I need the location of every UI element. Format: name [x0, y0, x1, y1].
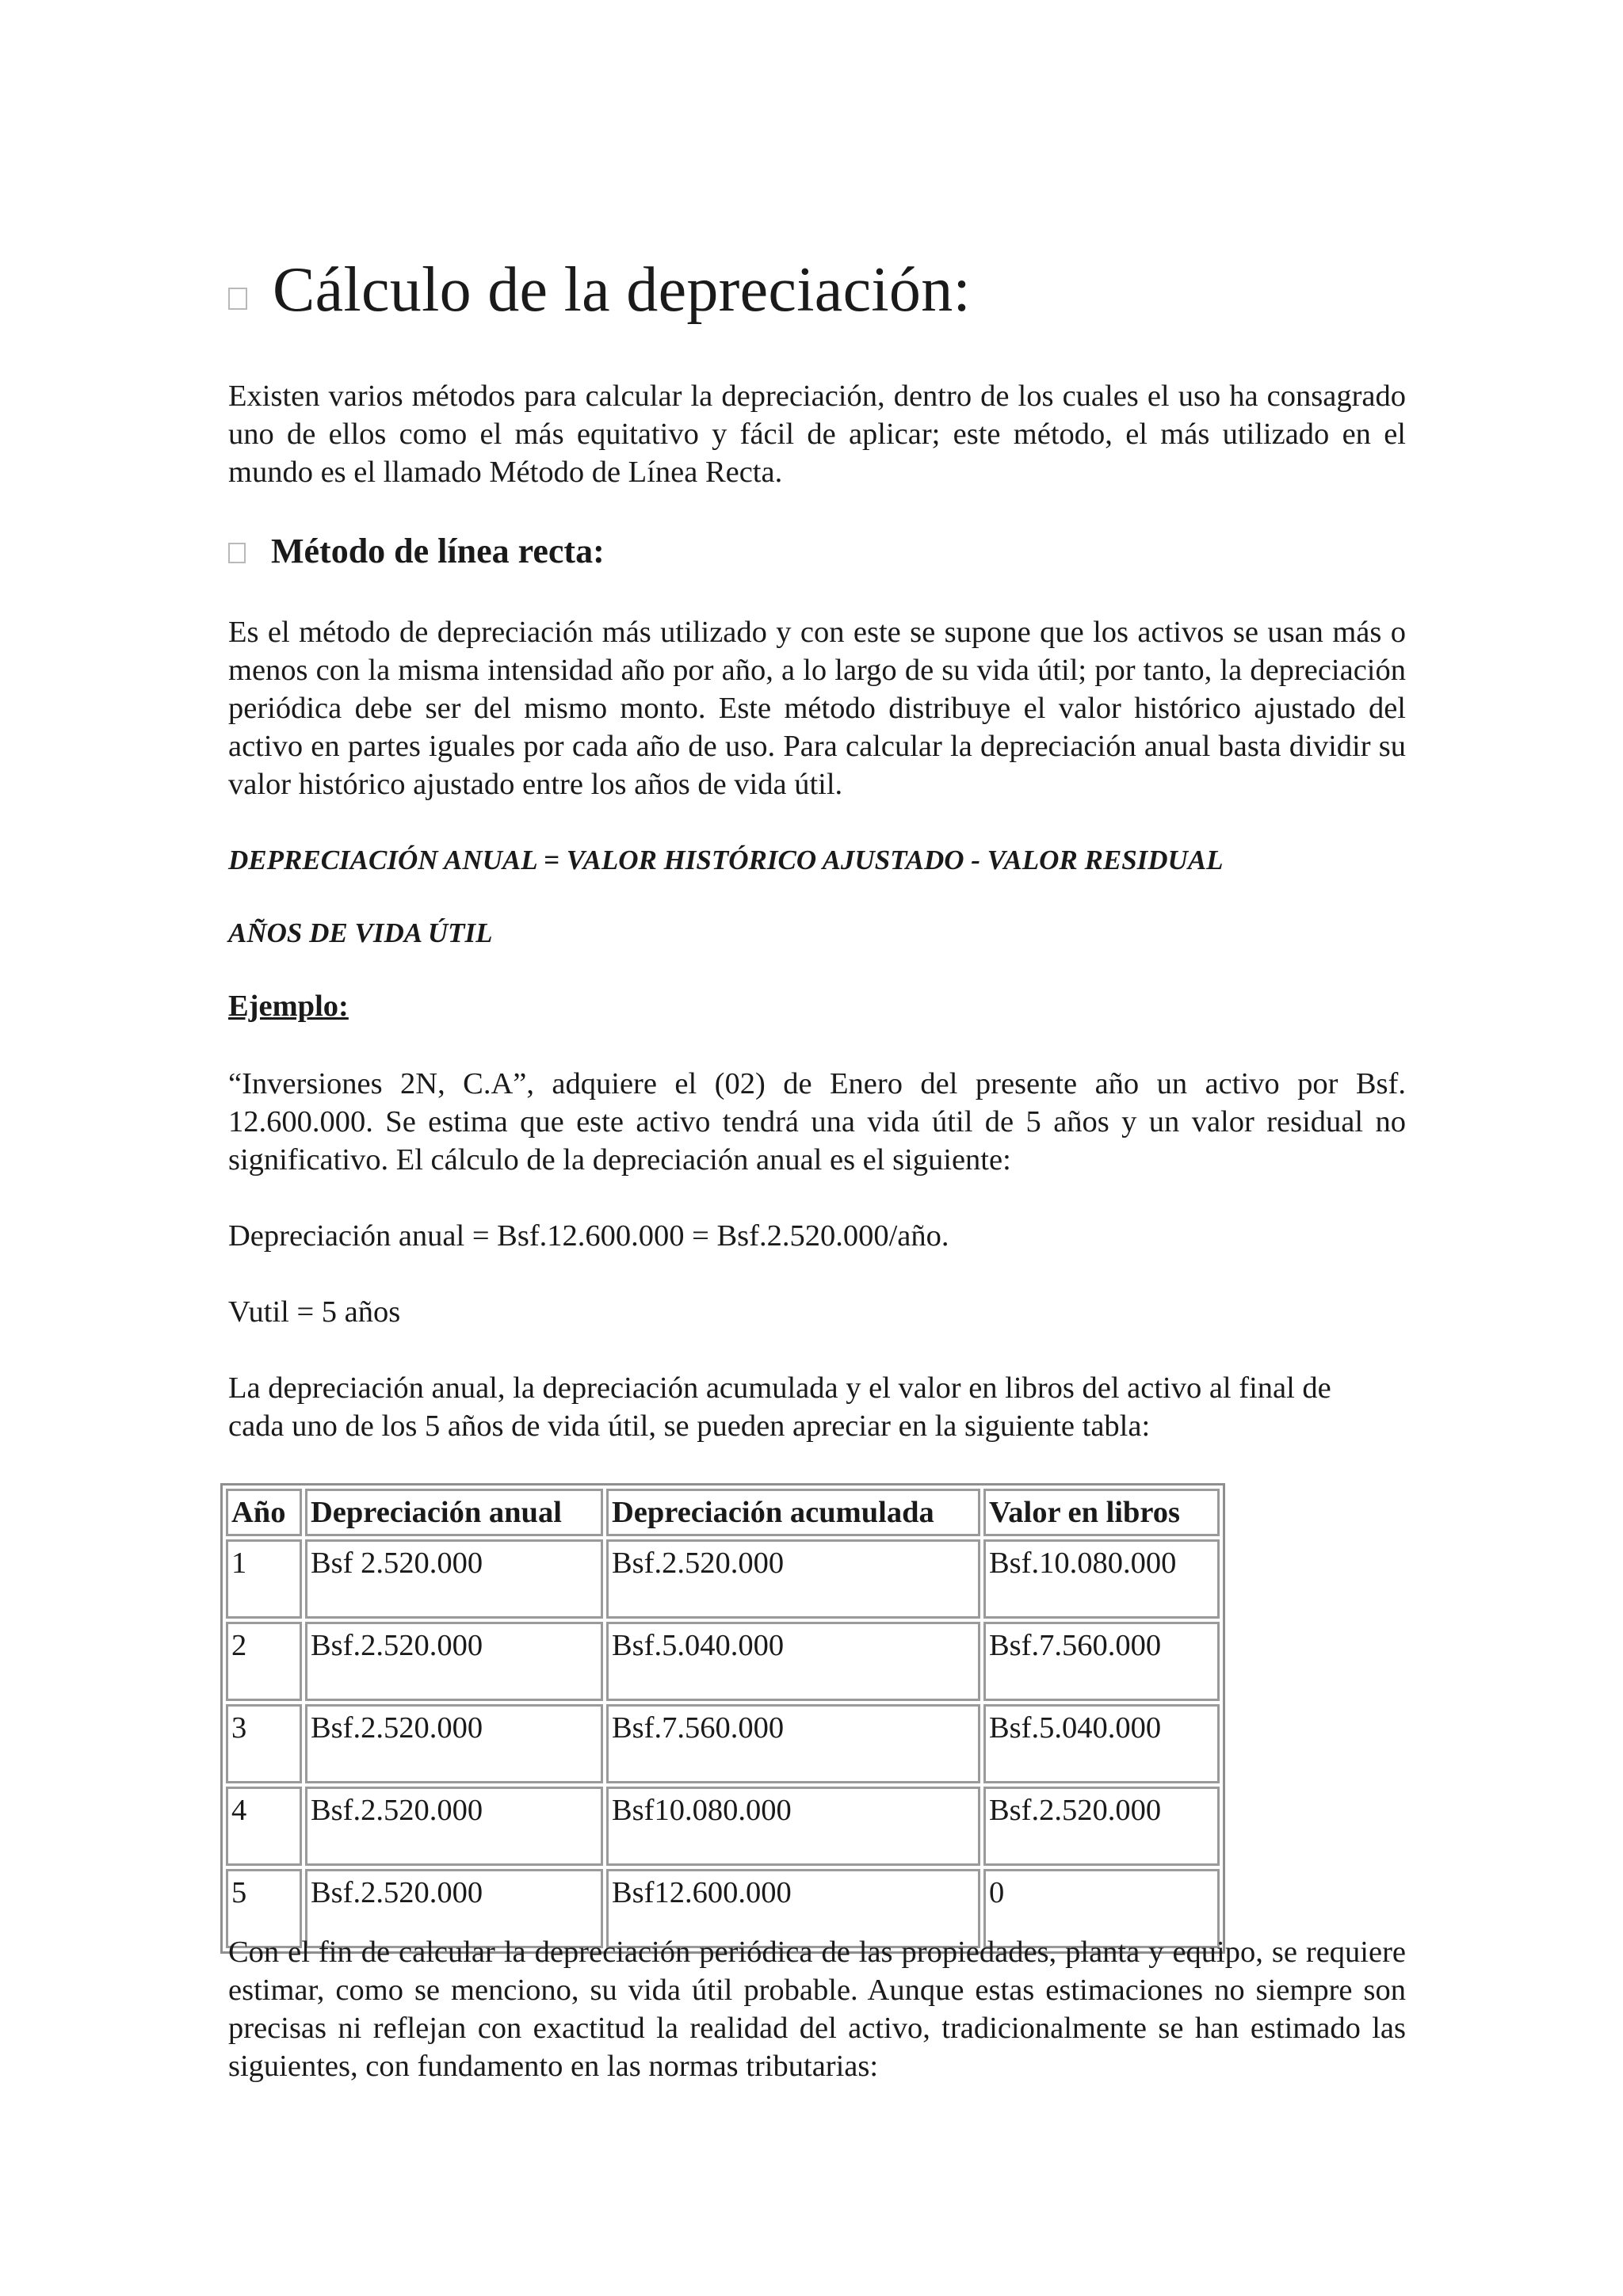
cell-valor-en-libros: 0 [983, 1869, 1220, 1948]
heading-metodo: Método de línea recta: [271, 532, 605, 570]
bullet-box-icon [228, 543, 246, 563]
table-row [226, 1787, 1220, 1866]
cell-ano: 5 [226, 1869, 302, 1948]
cell-valor-en-libros: Bsf.7.560.000 [983, 1622, 1220, 1701]
cell-depreciacion-acumulada: Bsf.2.520.000 [606, 1539, 980, 1619]
cell-depreciacion-acumulada: Bsf.5.040.000 [606, 1622, 980, 1701]
calc-line: Depreciación anual = Bsf.12.600.000 = Bsf.2.520.000/año. [228, 1219, 949, 1253]
cell-ano: 3 [226, 1704, 302, 1783]
header-depreciacion-anual: Depreciación anual [305, 1489, 603, 1536]
vutil-line: Vutil = 5 años [228, 1295, 401, 1329]
heading-calculo: Cálculo de la depreciación: [273, 255, 972, 325]
method-paragraph: Es el método de depreciación más utilizado y con este se supone que los activos se usan más o menos con la misma intensidad año por año, a lo largo de su vida útil; por tanto, la depreciación periódica debe ser del mismo monto. Este método distribuye el valor histórico ajustado del activo en partes iguales por cada año de uso. Para calcular la depreciación anual basta dividir su valor histórico ajustado entre los años de vida útil. [228, 616, 1406, 801]
cell-depreciacion-acumulada: Bsf10.080.000 [606, 1787, 980, 1866]
cell-depreciacion-acumulada: Bsf.7.560.000 [606, 1704, 980, 1783]
depreciation-table [220, 1483, 1225, 1954]
header-depreciacion-acumulada: Depreciación acumulada [606, 1489, 980, 1536]
cell-valor-en-libros: Bsf.5.040.000 [983, 1704, 1220, 1783]
table-header-row [226, 1489, 1220, 1536]
subsection-heading [228, 529, 605, 574]
table-row [226, 1704, 1220, 1783]
cell-ano: 2 [226, 1622, 302, 1701]
depreciation-table-wrapper [220, 1483, 1225, 1954]
bullet-box-icon [228, 288, 247, 310]
cell-depreciacion-anual: Bsf.2.520.000 [305, 1869, 603, 1948]
header-ano: Año [226, 1489, 302, 1536]
cell-valor-en-libros: Bsf.2.520.000 [983, 1787, 1220, 1866]
table-intro-paragraph: La depreciación anual, la depreciación acumulada y el valor en libros del activo al final de cada uno de los 5 años de vida útil, se pueden apreciar en la siguiente tabla: [228, 1371, 1331, 1443]
cell-depreciacion-anual: Bsf.2.520.000 [305, 1787, 603, 1866]
example-label: Ejemplo: [228, 990, 349, 1023]
cell-depreciacion-anual: Bsf.2.520.000 [305, 1704, 603, 1783]
table-row [226, 1622, 1220, 1701]
cell-ano: 4 [226, 1787, 302, 1866]
cell-ano: 1 [226, 1539, 302, 1619]
intro-paragraph: Existen varios métodos para calcular la depreciación, dentro de los cuales el uso ha consagrado uno de ellos como el más equitativo y fácil de aplicar; este método, el más utilizado en el mundo es el llamado Método de Línea Recta. [228, 379, 1406, 489]
cell-valor-en-libros: Bsf.10.080.000 [983, 1539, 1220, 1619]
cell-depreciacion-anual: Bsf 2.520.000 [305, 1539, 603, 1619]
formula-denominator: AÑOS DE VIDA ÚTIL [228, 917, 493, 948]
formula-numerator: DEPRECIACIÓN ANUAL = VALOR HISTÓRICO AJUSTADO - VALOR RESIDUAL [228, 845, 1224, 875]
header-valor-en-libros: Valor en libros [983, 1489, 1220, 1536]
cell-depreciacion-anual: Bsf.2.520.000 [305, 1622, 603, 1701]
cell-depreciacion-acumulada: Bsf12.600.000 [606, 1869, 980, 1948]
section-heading [228, 252, 971, 328]
closing-paragraph: Con el fin de calcular la depreciación periódica de las propiedades, planta y equipo, se requiere estimar, como se menciono, su vida útil probable. Aunque estas estimaciones no siempre son precisas ni reflejan con exactitud la realidad del activo, tradicionalmente se han estimado las siguientes, con fundamento en las normas tributarias: [228, 1936, 1406, 2083]
example-paragraph: “Inversiones 2N, C.A”, adquiere el (02) de Enero del presente año un activo por Bsf. 12.600.000. Se estima que este activo tendrá una vida útil de 5 años y un valor residual no significativo. El cálculo de la depreciación anual es el siguiente: [228, 1067, 1406, 1177]
table-row [226, 1539, 1220, 1619]
